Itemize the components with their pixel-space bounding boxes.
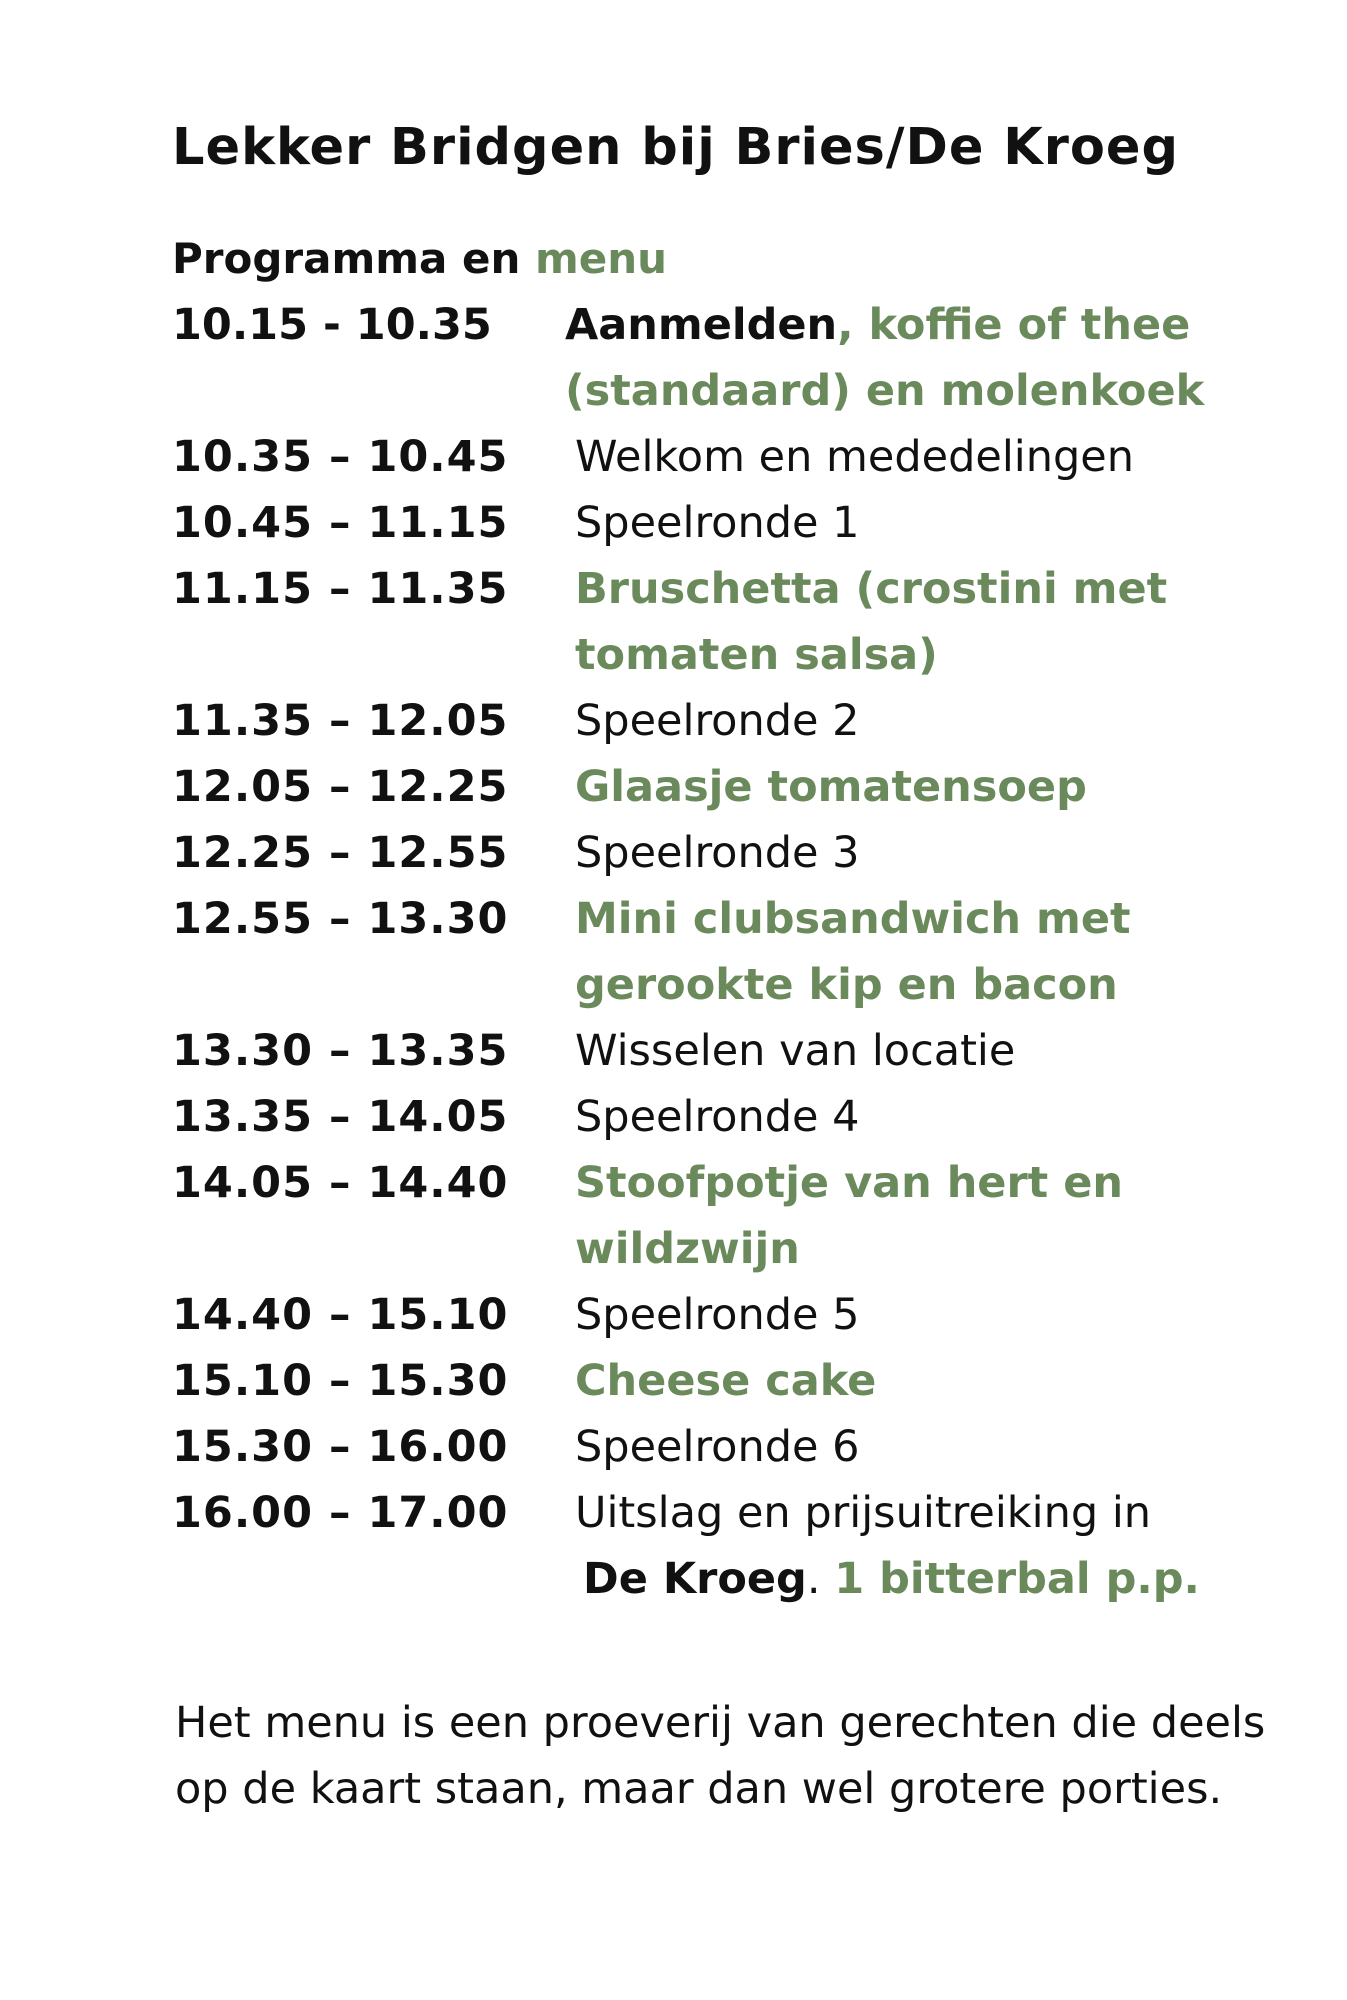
schedule-description: Uitslag en prijsuitreiking in	[575, 1488, 1152, 1538]
schedule-row	[0, 894, 1347, 1010]
schedule-menu-item: Stoofpotje van hert en	[575, 1158, 1123, 1208]
schedule-description: Speelronde 2	[575, 696, 860, 746]
schedule-time: 14.40 – 15.10	[172, 1290, 509, 1340]
schedule-time: 15.10 – 15.30	[172, 1356, 509, 1406]
schedule-description: Welkom en mededelingen	[575, 432, 1134, 482]
subtitle-program-label: Programma en	[172, 234, 535, 283]
schedule-row	[0, 1092, 1347, 1158]
schedule-row	[0, 300, 1347, 416]
schedule-description: Speelronde 5	[575, 1290, 860, 1340]
schedule-row	[0, 696, 1347, 762]
schedule-time: 14.05 – 14.40	[172, 1158, 509, 1208]
page-title: Lekker Bridgen bij Bries/De Kroeg	[172, 118, 1180, 177]
schedule-menu-item: 1 bitterbal p.p.	[834, 1554, 1200, 1604]
schedule-row	[0, 432, 1347, 498]
schedule-row	[0, 1422, 1347, 1488]
schedule-time: 10.15 - 10.35	[172, 300, 492, 350]
schedule-time: 15.30 – 16.00	[172, 1422, 509, 1472]
schedule-menu-item-line2: tomaten salsa)	[575, 630, 938, 680]
schedule-description: Speelronde 6	[575, 1422, 860, 1472]
schedule-menu-item: Cheese cake	[575, 1356, 877, 1406]
schedule-description: Speelronde 4	[575, 1092, 860, 1142]
venue-separator: .	[806, 1554, 835, 1604]
schedule-description: Speelronde 3	[575, 828, 860, 878]
schedule-description	[565, 300, 1190, 350]
page-subtitle	[172, 234, 667, 283]
schedule-row	[0, 498, 1347, 564]
schedule-time: 12.05 – 12.25	[172, 762, 509, 812]
schedule-description-line2	[583, 1554, 1200, 1604]
schedule-menu-item: Mini clubsandwich met	[575, 894, 1131, 944]
schedule-row	[0, 1290, 1347, 1356]
schedule-menu-item-line2: wildzwijn	[575, 1224, 800, 1274]
schedule-time: 16.00 – 17.00	[172, 1488, 509, 1538]
footer-note: Het menu is een proeverij van gerechten die deels op de kaart staan, maar dan wel grotere porties.	[175, 1698, 1266, 1814]
schedule-row	[0, 1356, 1347, 1422]
schedule-row	[0, 762, 1347, 828]
schedule-row	[0, 1158, 1347, 1274]
schedule-row	[0, 564, 1347, 680]
schedule-menu-item-line2: (standaard) en molenkoek	[565, 366, 1205, 416]
schedule-time: 12.25 – 12.55	[172, 828, 509, 878]
schedule-time: 10.35 – 10.45	[172, 432, 509, 482]
schedule-time: 13.30 – 13.35	[172, 1026, 509, 1076]
schedule-menu-item-line2: gerookte kip en bacon	[575, 960, 1118, 1010]
schedule-time: 12.55 – 13.30	[172, 894, 509, 944]
schedule-menu-item: Glaasje tomatensoep	[575, 762, 1087, 812]
schedule-description: Wisselen van locatie	[575, 1026, 1016, 1076]
schedule-time: 13.35 – 14.05	[172, 1092, 509, 1142]
schedule-menu-item: , koffie of thee	[837, 300, 1191, 350]
schedule-time: 11.15 – 11.35	[172, 564, 509, 614]
schedule-time: 11.35 – 12.05	[172, 696, 509, 746]
schedule-row	[0, 1026, 1347, 1092]
schedule-activity: Aanmelden	[565, 300, 838, 350]
schedule-menu-item: Bruschetta (crostini met	[575, 564, 1168, 614]
schedule-time: 10.45 – 11.15	[172, 498, 509, 548]
schedule-row	[0, 828, 1347, 894]
schedule-description: Speelronde 1	[575, 498, 860, 548]
venue-name: De Kroeg	[583, 1554, 807, 1604]
subtitle-menu-label: menu	[534, 234, 668, 283]
schedule-row	[0, 1488, 1347, 1604]
